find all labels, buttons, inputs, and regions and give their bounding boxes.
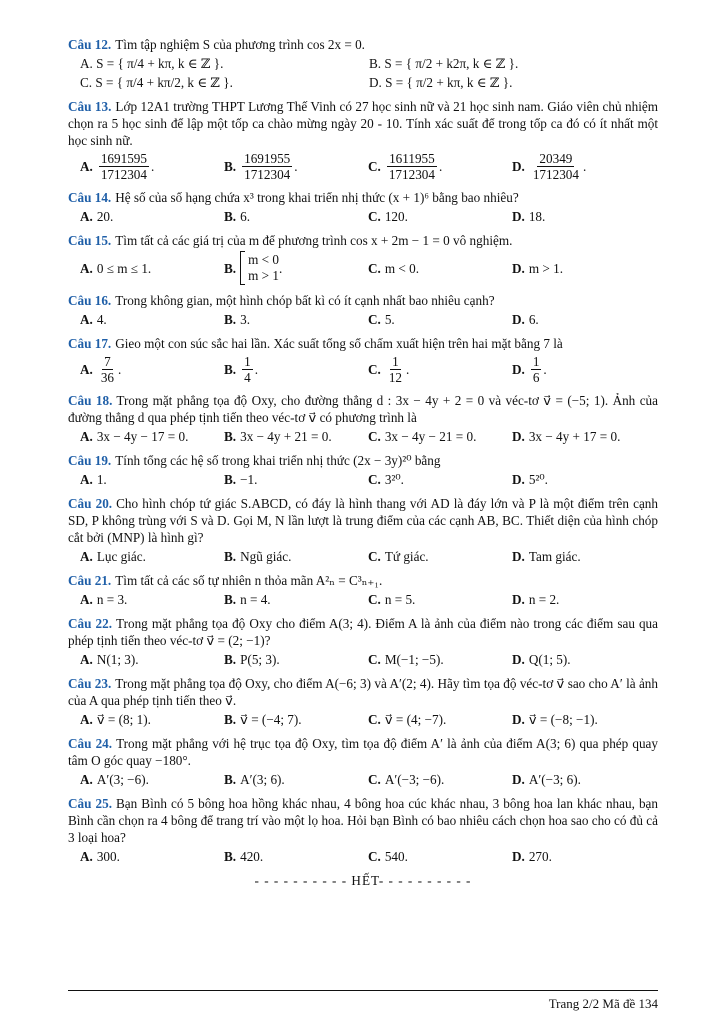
option-b: B. 6. <box>224 209 250 224</box>
option-b: B. A′(3; 6). <box>224 772 285 787</box>
option-c: C. M(−1; −5). <box>368 652 444 667</box>
question-label: Câu 16. <box>68 293 112 308</box>
option-d: D. A′(−3; 6). <box>512 772 581 787</box>
option-d: D. Q(1; 5). <box>512 652 571 667</box>
option-a: A. $\frac{1691595}{1712304}$ . <box>80 151 155 182</box>
question-label: Câu 21. <box>68 573 112 588</box>
option-c: C. Tứ giác. <box>368 549 429 564</box>
question-text: Lớp 12A1 trường THPT Lương Thế Vinh có 27 học sinh nữ và 21 học sinh nam. Giáo viên chủ nhiệm chọn ra 5 học sinh để lập một tốp ca chào mừng ngày 20 - 10. Tính xác suất để trong tốp ca đó có ít nhất một học sinh nữ. <box>68 99 658 148</box>
option-d: D. S = { π/2 + kπ, k ∈ ℤ }. <box>369 75 513 90</box>
option-c: C. v⃗ = (4; −7). <box>368 712 447 727</box>
option-a: A. 1. <box>80 472 107 487</box>
option-a: A. A′(3; −6). <box>80 772 149 787</box>
option-a: A. $\frac{7}{36}$ . <box>80 354 122 385</box>
option-b: B. 420. <box>224 849 264 864</box>
option-a: A. 4. <box>80 312 107 327</box>
option-c: C. n = 5. <box>368 592 416 607</box>
question-text: Trong mặt phẳng với hệ trục tọa độ Oxy, tìm tọa độ điểm A′ là ảnh của điểm A(3; 6) qua phép quay tâm O góc quay −180°. <box>68 736 659 768</box>
option-d: D. $\frac{20349}{1712304}$ . <box>512 151 587 182</box>
question-label: Câu 18. <box>68 393 113 408</box>
question-14 <box>68 189 658 225</box>
exam-page <box>68 36 658 889</box>
question-22 <box>68 615 658 668</box>
option-c: C. 5. <box>368 312 395 327</box>
page-footer: Trang 2/2 Mã đề 134 <box>548 996 658 1011</box>
option-c: C. m < 0. <box>368 260 420 276</box>
option-d: D. 3x − 4y + 17 = 0. <box>512 429 621 444</box>
option-b: B. P(5; 3). <box>224 652 280 667</box>
question-label: Câu 12. <box>68 37 112 52</box>
option-d: D. 18. <box>512 209 546 224</box>
question-text: Trong không gian, một hình chóp bất kì có ít cạnh nhất bao nhiêu cạnh? <box>115 293 495 308</box>
option-b: B. S = { π/2 + k2π, k ∈ ℤ }. <box>369 56 519 71</box>
option-a: A. 20. <box>80 209 114 224</box>
option-d: D. m > 1. <box>512 260 564 276</box>
question-label: Câu 13. <box>68 99 112 114</box>
footer-divider <box>68 990 658 991</box>
option-a: A. N(1; 3). <box>80 652 139 667</box>
question-text: Hệ số của số hạng chứa x³ trong khai triển nhị thức (x + 1)⁶ bằng bao nhiêu? <box>115 190 519 205</box>
question-text: Trong mặt phẳng tọa độ Oxy, cho điểm A(−6; 3) và A′(2; 4). Hãy tìm tọa độ véc-tơ v⃗ sao cho A′ là ảnh của A qua phép tịnh tiến theo v⃗. <box>68 676 658 708</box>
option-d: D. 270. <box>512 849 552 864</box>
option-d: D. 6. <box>512 312 539 327</box>
option-a: A. Lục giác. <box>80 549 146 564</box>
end-marker: - - - - - - - - - - HẾT- - - - - - - - - - <box>254 873 472 888</box>
question-23 <box>68 675 658 728</box>
option-a: A. n = 3. <box>80 592 128 607</box>
question-13 <box>68 98 658 182</box>
question-18 <box>68 392 658 445</box>
option-a: A. 0 ≤ m ≤ 1. <box>80 260 152 276</box>
option-c: C. 3²⁰. <box>368 472 404 487</box>
question-label: Câu 22. <box>68 616 112 631</box>
option-b: B. $\frac{1}{4}$ . <box>224 354 258 385</box>
question-17 <box>68 335 658 385</box>
question-19 <box>68 452 658 488</box>
question-text: Trong mặt phẳng tọa độ Oxy, cho đường thẳng d : 3x − 4y + 2 = 0 và véc-tơ v⃗ = (−5; 1). Ảnh của đường thẳng d qua phép tịnh tiến theo véc-tơ v⃗ có phương trình là <box>68 393 658 425</box>
option-b: B. 3. <box>224 312 250 327</box>
option-a: A. S = { π/4 + kπ, k ∈ ℤ }. <box>80 56 224 71</box>
question-text: Bạn Bình có 5 bông hoa hồng khác nhau, 4 bông hoa cúc khác nhau, 3 bông hoa lan khác nhau, bạn Bình cần chọn ra 4 bông để trang trí vào một lọ hoa. Hỏi bạn Bình có bao nhiêu cách chọn hoa sao cho có đủ cả 3 loại hoa? <box>68 796 658 845</box>
question-text: Gieo một con súc sắc hai lần. Xác suất tổng số chấm xuất hiện trên hai mặt bằng 7 là <box>115 336 563 351</box>
option-d: D. $\frac{1}{6}$ . <box>512 354 547 385</box>
question-label: Câu 24. <box>68 736 113 751</box>
option-b: B. n = 4. <box>224 592 271 607</box>
question-label: Câu 25. <box>68 796 112 811</box>
question-25 <box>68 795 658 865</box>
option-c: C. S = { π/4 + kπ/2, k ∈ ℤ }. <box>80 75 233 90</box>
option-b: B. −1. <box>224 472 258 487</box>
option-c: C. 3x − 4y − 21 = 0. <box>368 429 477 444</box>
option-c: C. 540. <box>368 849 408 864</box>
option-c: C. A′(−3; −6). <box>368 772 445 787</box>
question-text: Tìm tất cả các giá trị của m để phương trình cos x + 2m − 1 = 0 vô nghiệm. <box>115 233 513 248</box>
option-b: B. m < 0 m > 1 . <box>224 252 283 283</box>
question-label: Câu 23. <box>68 676 112 691</box>
option-d: D. Tam giác. <box>512 549 581 564</box>
question-12 <box>68 36 658 91</box>
question-label: Câu 14. <box>68 190 112 205</box>
question-21 <box>68 572 658 608</box>
option-b: B. $\frac{1691955}{1712304}$ . <box>224 151 298 182</box>
question-15 <box>68 232 658 285</box>
option-b: B. 3x − 4y + 21 = 0. <box>224 429 332 444</box>
question-24 <box>68 735 658 788</box>
question-text: Trong mặt phẳng tọa độ Oxy cho điểm A(3; 4). Điểm A là ảnh của điểm nào trong các điểm sau qua phép tịnh tiến theo véc-tơ v⃗ = (2; −1)? <box>68 616 659 648</box>
question-label: Câu 15. <box>68 233 112 248</box>
question-label: Câu 17. <box>68 336 112 351</box>
option-a: A. v⃗ = (8; 1). <box>80 712 151 727</box>
option-c: C. $\frac{1}{12}$ . <box>368 354 410 385</box>
option-c: C. 120. <box>368 209 408 224</box>
option-d: D. n = 2. <box>512 592 560 607</box>
option-b: B. Ngũ giác. <box>224 549 292 564</box>
question-20 <box>68 495 658 565</box>
option-d: D. 5²⁰. <box>512 472 548 487</box>
option-a: A. 3x − 4y − 17 = 0. <box>80 429 189 444</box>
option-d: D. v⃗ = (−8; −1). <box>512 712 598 727</box>
question-label: Câu 19. <box>68 453 112 468</box>
question-text: Tính tổng các hệ số trong khai triển nhị thức (2x − 3y)²⁰ bằng <box>115 453 441 468</box>
option-a: A. 300. <box>80 849 120 864</box>
option-b: B. v⃗ = (−4; 7). <box>224 712 302 727</box>
question-label: Câu 20. <box>68 496 113 511</box>
question-text: Cho hình chóp tứ giác S.ABCD, có đáy là hình thang với AD là đáy lớn và P là một điểm trên cạnh SD, P không trùng với S và D. Gọi M, N lần lượt là trung điểm của các cạnh AB, BC. Thiết diện của hình chóp cắt bởi (MNP) là hình gì? <box>68 496 658 545</box>
option-c: C. $\frac{1611955}{1712304}$ . <box>368 151 443 182</box>
question-text: Tìm tập nghiệm S của phương trình cos 2x = 0. <box>115 37 365 52</box>
question-text: Tìm tất cả các số tự nhiên n thỏa mãn A²ₙ = C³ₙ₊₁. <box>115 573 383 588</box>
question-16 <box>68 292 658 328</box>
